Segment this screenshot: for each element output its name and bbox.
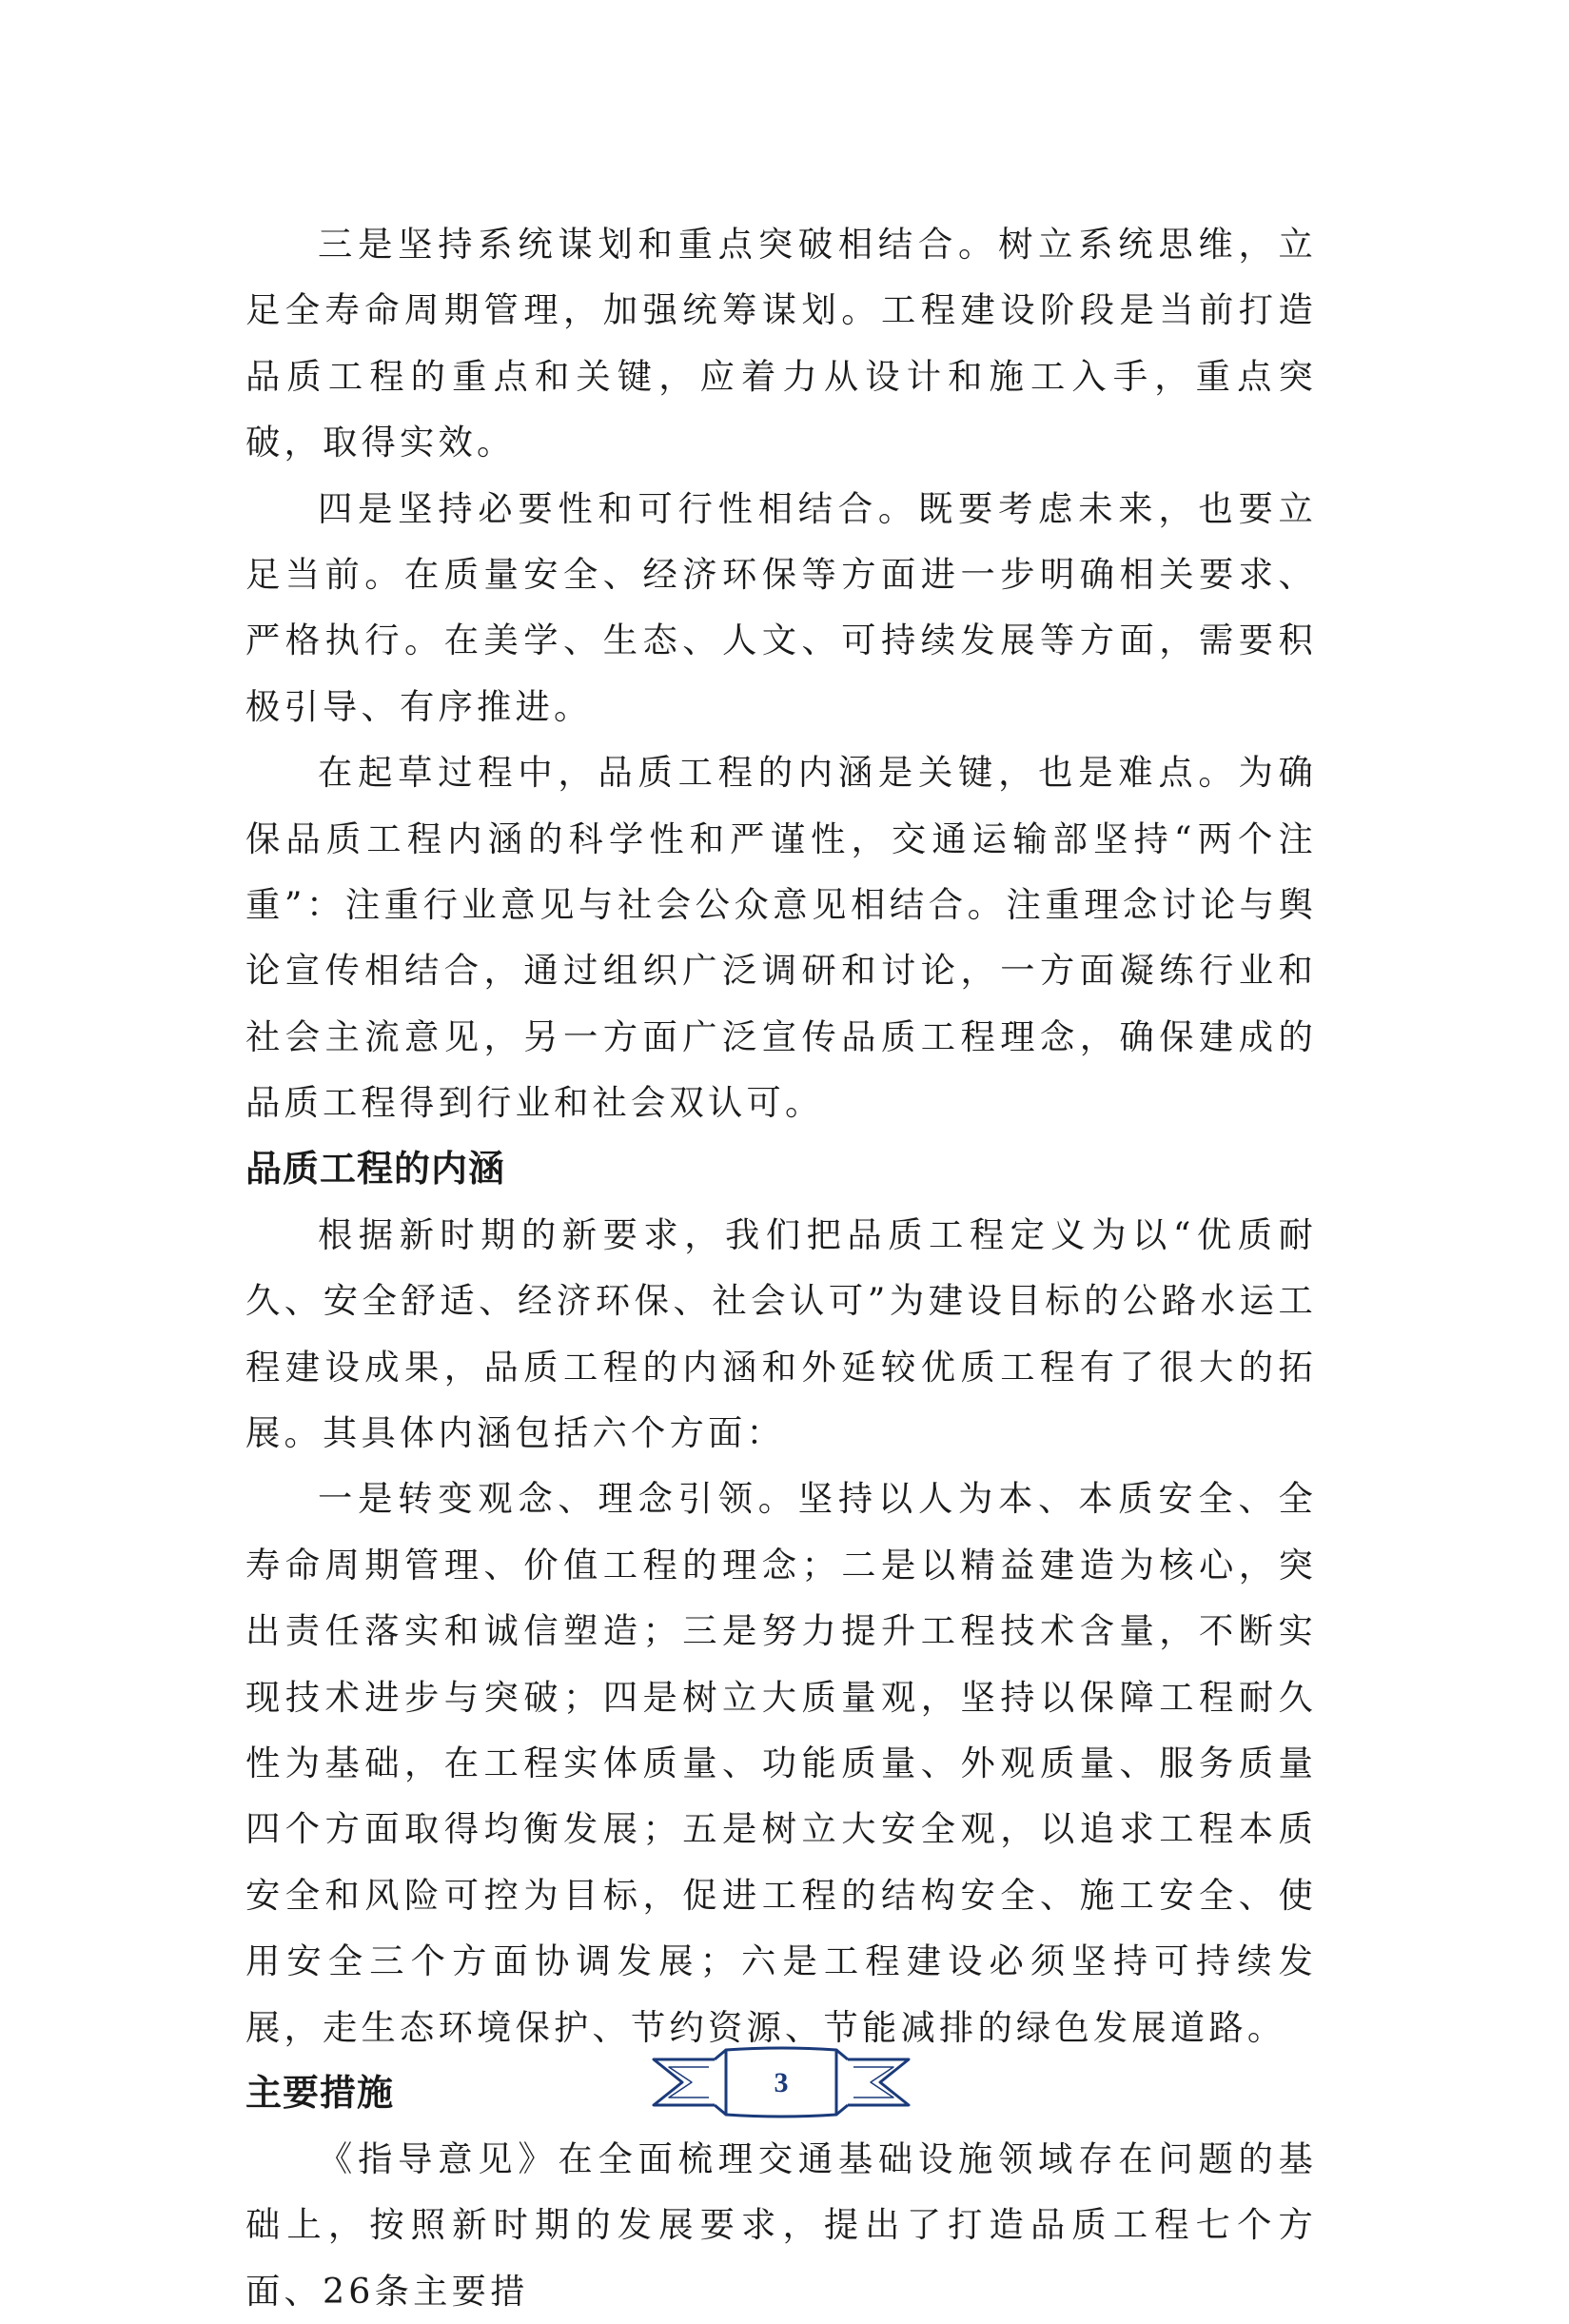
paragraph-six-aspects: 一是转变观念、理念引领。坚持以人为本、本质安全、全寿命周期管理、价值工程的理念；二是以精益建造为核心，突出责任落实和诚信塑造；三是努力提升工程技术含量，不断实现技术进步与突破；四是树立大质量观，坚持以保障工程耐久性为基础，在工程实体质量、功能质量、外观质量、服务质量四个方面取得均衡发展；五是树立大安全观，以追求工程本质安全和风险可控为目标，促进工程的结构安全、施工安全、使用安全三个方面协调发展；六是工程建设必须坚持可持续发展，走生态环境保护、节约资源、节能减排的绿色发展道路。 [245,1478,1317,2048]
paragraph-definition: 根据新时期的新要求，我们把品质工程定义为以“优质耐久、安全舒适、经济环保、社会认可”为建设目标的公路水运工程建设成果，品质工程的内涵和外延较优质工程有了很大的拓展。其具体内涵包括六个方面： [245,1213,1317,1453]
document-body [245,211,1317,2324]
paragraph-system-planning: 三是坚持系统谋划和重点突破相结合。树立系统思维，立足全寿命周期管理，加强统筹谋划。工程建设阶段是当前打造品质工程的重点和关键，应着力从设计和施工入手，重点突破，取得实效。 [245,224,1317,463]
section-heading-connotation: 品质工程的内涵 [245,1147,506,1190]
paragraph-necessity-feasibility: 四是坚持必要性和可行性相结合。既要考虑未来，也要立足当前。在质量安全、经济环保等方面进一步明确相关要求、严格执行。在美学、生态、人文、可持续发展等方面，需要积极引导、有序推进。 [245,487,1317,727]
page-number-ribbon [652,2046,911,2120]
paragraph-drafting-process: 在起草过程中，品质工程的内涵是关键，也是难点。为确保品质工程内涵的科学性和严谨性，交通运输部坚持“两个注重”：注重行业意见与社会公众意见相结合。注重理念讨论与舆论宣传相结合，通过组织广泛调研和讨论，一方面凝练行业和社会主流意见，另一方面广泛宣传品质工程理念，确保建成的品质工程得到行业和社会双认可。 [245,752,1317,1124]
page-number: 3 [774,2067,789,2098]
section-heading-measures: 主要措施 [245,2071,395,2114]
paragraph-guidance-opinion: 《指导意见》在全面梳理交通基础设施领域存在问题的基础上，按照新时期的发展要求，提出了打造品质工程七个方面、26条主要措 [245,2137,1317,2312]
